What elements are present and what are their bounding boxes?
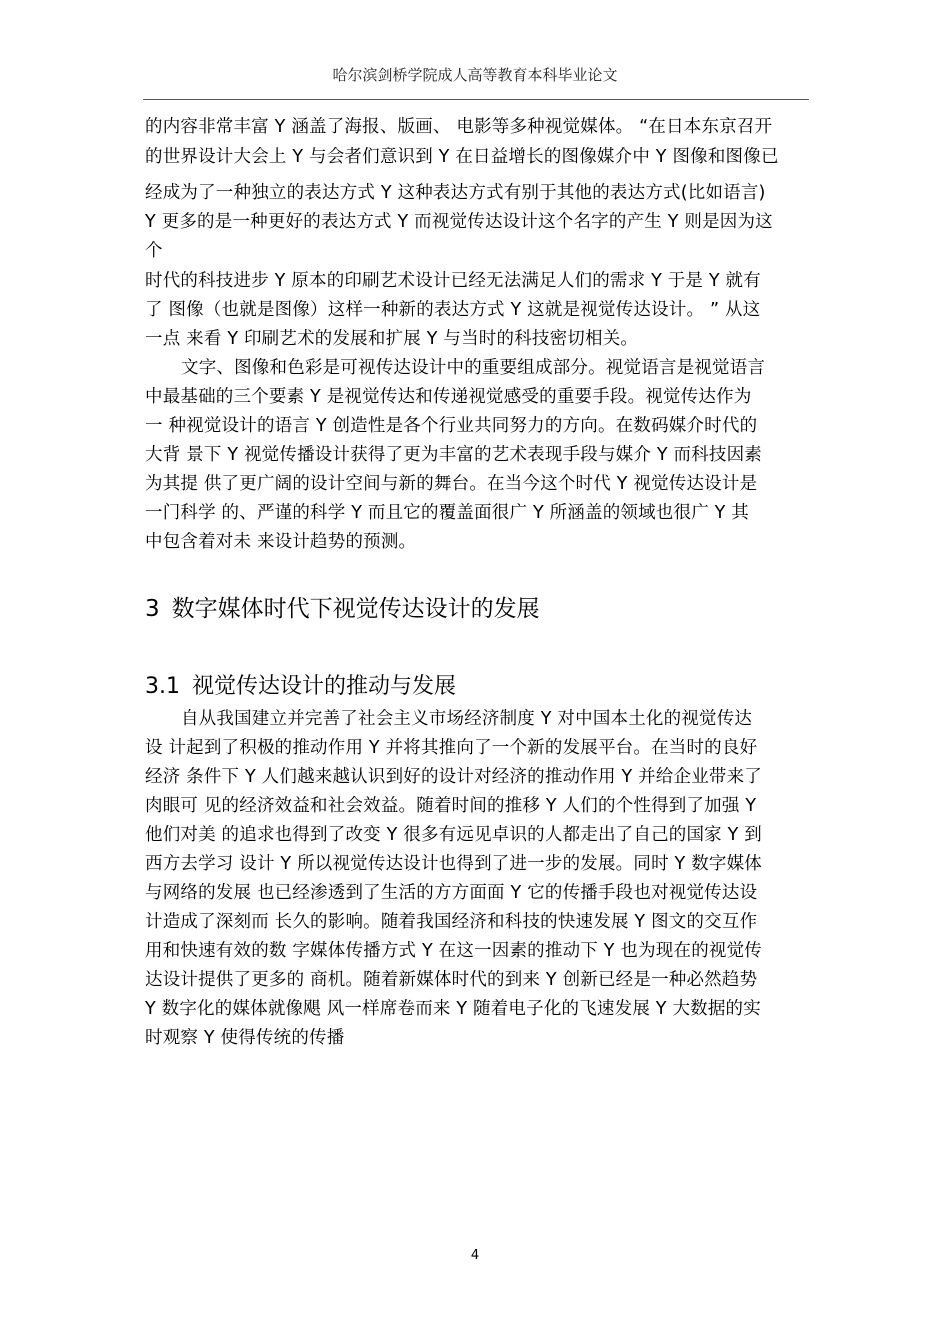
section-3-1-title: 视觉传达设计的推动与发展 (192, 674, 457, 699)
text-line: Y 数字化的媒体就像飓 风一样席卷而来 Y 随着电子化的飞速发展 Y 大数据的实 (145, 999, 761, 1019)
text-line: 中最基础的三个要素 Y 是视觉传达和传递视觉感受的重要手段。视觉传达作为 (145, 387, 752, 407)
text-line: 文字、图像和色彩是可视传达设计中的重要组成部分。视觉语言是视觉语言 (181, 358, 766, 378)
section-3-title: 数字媒体时代下视觉传达设计的发展 (171, 596, 540, 622)
section-3-1-heading (145, 671, 825, 703)
text-line: 肉眼可 见的经济效益和社会效益。随着时间的推移 Y 人们的个性得到了加强 Y (145, 796, 757, 816)
text-line: 一点 来看 Y 印刷艺术的发展和扩展 Y 与当时的科技密切相关。 (145, 329, 639, 349)
text-line: 的世界设计大会上 Y 与会者们意识到 Y 在日益增长的图像媒介中 Y 图像和图像已 (145, 147, 779, 167)
text-line: 一 种视觉设计的语言 Y 创造性是各个行业共同努力的方向。在数码媒介时代的 (145, 416, 758, 436)
text-line: 个 (145, 241, 163, 261)
paragraph-1 (145, 113, 825, 354)
text-line: 了 图像（也就是图像）这样一种新的表达方式 Y 这就是视觉传达设计。 ” 从这 (145, 300, 761, 320)
text-line: 与网络的发展 也已经渗透到了生活的方方面面 Y 它的传播手段也对视觉传达设 (145, 883, 758, 903)
text-line: 经成为了一种独立的表达方式 Y 这种表达方式有别于其他的表达方式(比如语言) (145, 183, 766, 203)
section-3-number: 3 (145, 596, 160, 622)
page-number: 4 (470, 1248, 480, 1263)
section-3-1-number: 3.1 (145, 674, 180, 699)
text-line: 时观察 Y 使得传统的传播 (145, 1028, 345, 1048)
text-line: 设 计起到了积极的推动作用 Y 并将其推向了一个新的发展平台。在当时的良好 (145, 738, 758, 758)
text-line: 一门科学 的、严谨的科学 Y 而且它的覆盖面很广 Y 所涵盖的领域也很广 Y 其 (145, 503, 750, 523)
text-line: 计造成了深刻而 长久的影响。随着我国经济和科技的快速发展 Y 图文的交互作 (145, 912, 758, 932)
text-line: 时代的科技进步 Y 原本的印刷艺术设计已经无法满足人们的需求 Y 于是 Y 就有 (145, 271, 761, 291)
text-line: 为其提 供了更广阔的设计空间与新的舞台。在当今这个时代 Y 视觉传达设计是 (145, 474, 758, 494)
running-header-title: 哈尔滨剑桥学院成人高等教育本科毕业论文 (332, 66, 618, 84)
text-line: 西方去学习 设计 Y 所以视觉传达设计也得到了进一步的发展。同时 Y 数字媒体 (145, 854, 762, 874)
text-line: 中包含着对未 来设计趋势的预测。 (145, 532, 417, 552)
text-line: 达设计提供了更多的 商机。随着新媒体时代的到来 Y 创新已经是一种必然趋势 (145, 970, 758, 990)
text-line: 自从我国建立并完善了社会主义市场经济制度 Y 对中国本土化的视觉传达 (181, 709, 753, 729)
header-divider (143, 99, 809, 100)
text-line: 大背 景下 Y 视觉传播设计获得了更为丰富的艺术表现手段与媒介 Y 而科技因素 (145, 445, 762, 465)
text-line: 经济 条件下 Y 人们越来越认识到好的设计对经济的推动作用 Y 并给企业带来了 (145, 767, 762, 787)
text-line: 用和快速有效的数 字媒体传播方式 Y 在这一因素的推动下 Y 也为现在的视觉传 (145, 941, 762, 961)
body-content (145, 113, 825, 1053)
section-3-heading (145, 593, 825, 625)
paragraph-2 (145, 354, 825, 557)
text-line: 他们对美 的追求也得到了改变 Y 很多有远见卓识的人都走出了自己的国家 Y 到 (145, 825, 762, 845)
running-header (0, 64, 950, 85)
paragraph-3 (145, 705, 825, 1053)
text-line: Y 更多的是一种更好的表达方式 Y 而视觉传达设计这个名字的产生 Y 则是因为这 (145, 212, 773, 232)
text-line: 的内容非常丰富 Y 涵盖了海报、版画、 电影等多种视觉媒体。 “在日本东京召开 (145, 117, 773, 137)
